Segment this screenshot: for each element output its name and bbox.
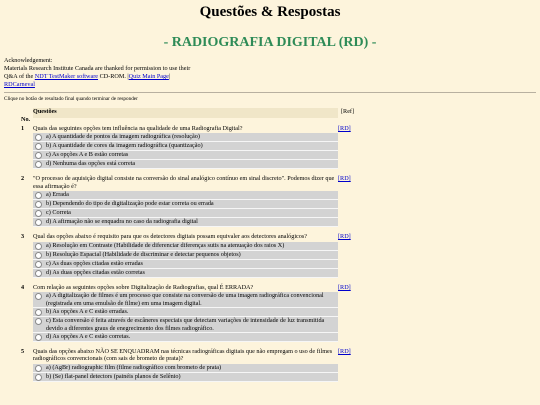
option-label: c) Esta conversão é feita através de escâneres especiais que detectam variações de intensidade de luz transmitida devido a diferentes graus de enegrecimento dos filmes radiográfico. <box>46 317 325 332</box>
header-questions: Questões <box>33 108 338 118</box>
table-header-row <box>21 108 358 118</box>
radio-button[interactable] <box>35 219 42 226</box>
answer-option[interactable] <box>33 268 338 277</box>
option-row <box>21 317 358 333</box>
option-row <box>21 209 358 218</box>
header-ref: [Ref] <box>341 108 355 115</box>
option-row <box>21 308 358 317</box>
question-number: 3 <box>21 233 25 241</box>
question-text: "O processo de aquisição digital consiste na conversão do sinal analógico contínuo em sinal discreto". Podemos dizer que essa afirmação é? <box>33 175 335 190</box>
question-text: Quais das seguintes opções tem influência na qualidade de uma Radiografia Digital? <box>33 125 243 132</box>
question-number: 4 <box>21 283 25 291</box>
option-label: a) A quantidade de pontos da imagem radiográfica (resolução) <box>46 133 200 141</box>
radio-button[interactable] <box>35 309 42 316</box>
acknowledgement <box>4 57 304 89</box>
question-number: 5 <box>21 348 25 356</box>
question-text: Com relação as seguintes opções sobre Digitalização de Radiografias, qual É ERRADA? <box>33 283 254 291</box>
option-row <box>21 200 358 209</box>
answer-option[interactable] <box>33 242 338 251</box>
ref-cell <box>338 123 358 133</box>
option-label: c) As opções A e B estão corretas <box>46 151 129 159</box>
ack-text: Materials Research Institute Canada are thanked for permission to use their <box>4 65 191 72</box>
option-row <box>21 268 358 277</box>
instruction-note: Clique no botão de resultado final quando terminar de responder <box>4 96 138 102</box>
option-row <box>21 250 358 259</box>
radio-button[interactable] <box>35 318 42 325</box>
answer-option[interactable] <box>33 292 338 308</box>
ack-heading: Acknowledgement: <box>4 57 53 64</box>
ack-text-post: | <box>168 73 171 80</box>
radio-button[interactable] <box>35 243 42 250</box>
option-label: a) Resolução em Contraste (Habilidade de diferenciar diferenças sutis na atenuação dos raios X) <box>46 241 285 249</box>
radio-button[interactable] <box>35 334 42 341</box>
question-text: Qual das opções abaixo é requisito para que os detectores digitais possam equivaler aos detectores analógicos? <box>33 233 308 241</box>
ref-link[interactable]: [RD] <box>338 233 351 241</box>
option-label: b) Dependendo do tipo de digitalização pode estar correta ou errada <box>46 200 214 208</box>
answer-option[interactable] <box>33 151 338 160</box>
radio-button[interactable] <box>35 192 42 199</box>
ack-text-pre: Q&A of the <box>4 73 35 80</box>
ack-carneval-line <box>4 81 304 89</box>
radio-button[interactable] <box>35 293 42 300</box>
ndt-testmaker-link[interactable]: NDT TestMaker software <box>34 73 99 80</box>
answer-option[interactable] <box>33 308 338 317</box>
option-label: a) A digitalização de filmes é um processo que consiste na conversão de uma imagem radiográfica convencional (registrada em uma emulsão de filme) em uma imagem digital. <box>46 292 324 307</box>
option-label: b) Resolução Espacial (Habilidade de discriminar e detectar pequenos objetos) <box>46 250 241 258</box>
radio-button[interactable] <box>35 143 42 150</box>
answer-option[interactable] <box>33 160 338 169</box>
option-row <box>21 259 358 268</box>
radio-button[interactable] <box>35 210 42 217</box>
radio-button[interactable] <box>35 270 42 277</box>
option-row <box>21 242 358 251</box>
ref-cell <box>338 173 358 191</box>
ack-text-mid: CD-ROM. | <box>98 73 129 80</box>
option-label: a) (AgBr) radiographic film (filme radiográfico com brometo de prata) <box>46 363 222 371</box>
ref-link[interactable]: [RD] <box>338 348 351 356</box>
ack-links-line <box>4 73 304 81</box>
answer-option[interactable] <box>33 364 338 373</box>
option-label: a) Errada <box>46 191 69 199</box>
answer-option[interactable] <box>33 133 338 142</box>
ref-cell <box>338 282 358 292</box>
option-row <box>21 218 358 227</box>
header-no: No. <box>21 116 31 123</box>
radio-button[interactable] <box>35 134 42 141</box>
option-label: d) As opções A e C estão corretas. <box>46 333 131 341</box>
answer-option[interactable] <box>33 333 338 342</box>
option-label: b) (Se) flat-panel detectors (painéis planos de Selênio) <box>46 372 181 380</box>
option-label: c) As duas opções citadas estão erradas <box>46 259 143 267</box>
page-title: Questões & Respostas <box>199 4 341 20</box>
question-number: 1 <box>21 125 25 132</box>
option-row <box>21 142 358 151</box>
option-label: b) As opções A e C estão erradas. <box>46 308 129 316</box>
answer-option[interactable] <box>33 372 338 381</box>
question-row <box>21 123 358 133</box>
answer-option[interactable] <box>33 200 338 209</box>
option-label: d) As duas opções citadas estão corretas <box>46 268 145 276</box>
question-row <box>21 346 358 364</box>
radio-button[interactable] <box>35 152 42 159</box>
ref-link[interactable]: [RD] <box>338 283 351 291</box>
radio-button[interactable] <box>35 252 42 259</box>
answer-option[interactable] <box>33 191 338 200</box>
option-row <box>21 191 358 200</box>
question-row <box>21 282 358 292</box>
ref-cell <box>338 346 358 364</box>
option-row <box>21 151 358 160</box>
page-subtitle: - RADIOGRAFIA DIGITAL (RD) - <box>163 35 377 50</box>
radio-button[interactable] <box>35 161 42 168</box>
question-number: 2 <box>21 175 25 183</box>
divider <box>4 92 536 93</box>
option-label: b) A quantidade de cores da imagem radiográfica (quantização) <box>46 142 203 150</box>
rdcarneval-link[interactable]: RDCarneval <box>4 81 35 88</box>
radio-button[interactable] <box>35 365 42 372</box>
questions-table <box>21 108 358 386</box>
option-row <box>21 372 358 381</box>
radio-button[interactable] <box>35 201 42 208</box>
answer-option[interactable] <box>33 209 338 218</box>
answer-option[interactable] <box>33 142 338 151</box>
answer-option[interactable] <box>33 218 338 227</box>
answer-option[interactable] <box>33 259 338 268</box>
ref-link[interactable]: [RD] <box>338 125 351 132</box>
option-row <box>21 333 358 342</box>
radio-button[interactable] <box>35 374 42 381</box>
quiz-main-page-link[interactable]: Quiz Main Page <box>128 73 169 80</box>
ref-cell <box>338 231 358 241</box>
question-row <box>21 173 358 191</box>
option-label: c) Correta <box>46 209 71 217</box>
option-row <box>21 133 358 142</box>
radio-button[interactable] <box>35 261 42 268</box>
option-label: d) Nenhuma das opções está correta <box>46 160 136 168</box>
option-row <box>21 160 358 169</box>
option-row <box>21 292 358 308</box>
answer-option[interactable] <box>33 317 338 333</box>
option-label: d) A afirmação não se enquadra no caso da radiografia digital <box>46 218 198 226</box>
question-text: Quais das opções abaixo NÃO SE ENQUADRAM nas técnicas radiográficas digitais que não empregam o uso de filmes radiográficos convencionais (com sais de brometo de prata)? <box>33 348 333 363</box>
question-row <box>21 231 358 241</box>
ref-link[interactable]: [RD] <box>338 175 351 183</box>
answer-option[interactable] <box>33 250 338 259</box>
option-row <box>21 364 358 373</box>
